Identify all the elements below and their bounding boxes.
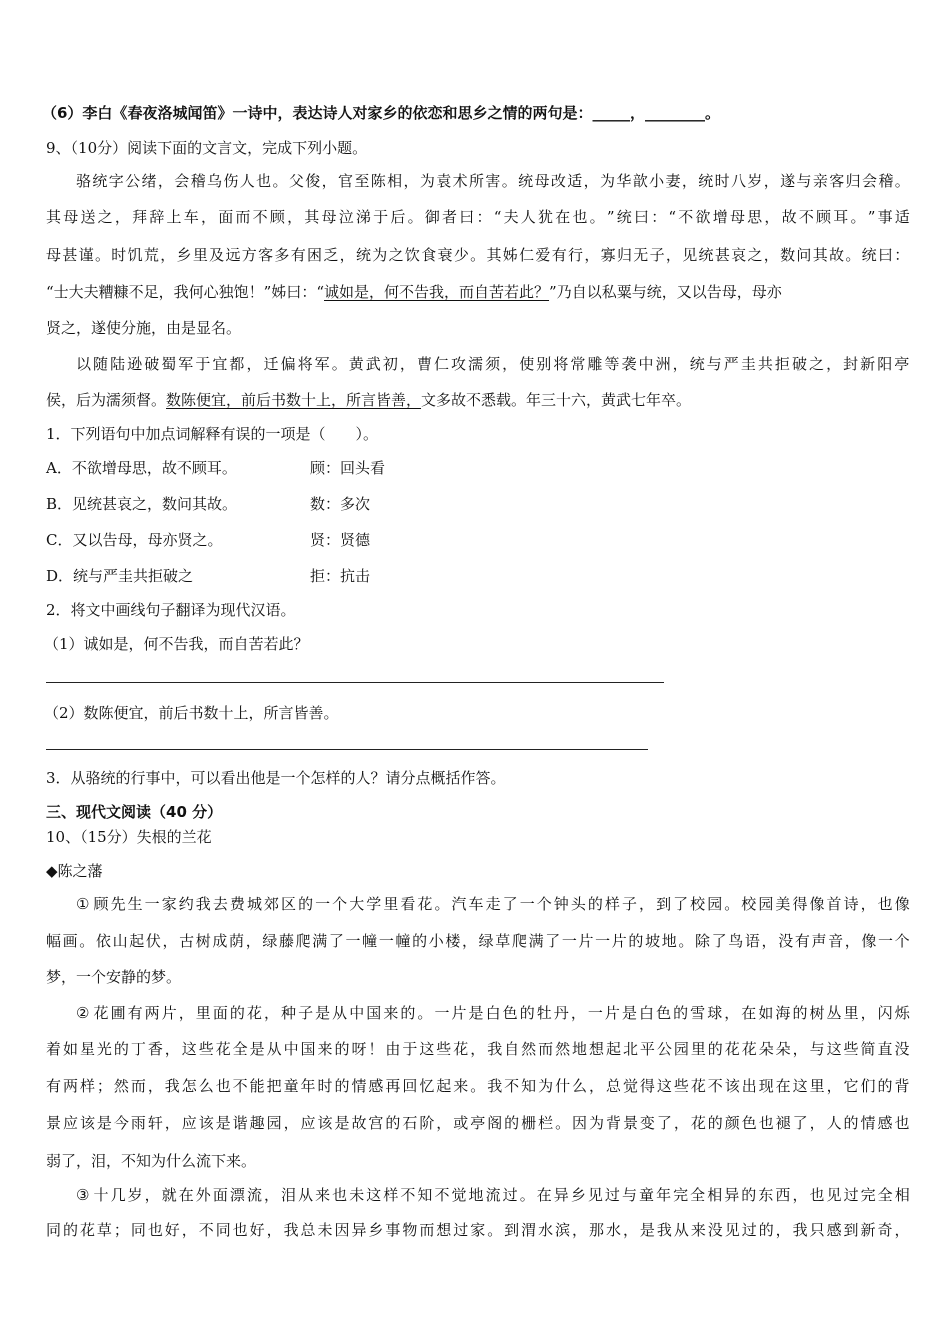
passage-line: 骆 统 字 公 绪 ， 会 稽 乌 伤 人 也 。 父 俊 ， 官 至 陈 相 ， 为 袁 术 所 害 。 统 母 改 适 ， 为 华 歆 小 妻 ， 统 时 八 岁 ， 遂 与 亲 客 归 会 稽 。 bbox=[76, 172, 910, 190]
passage-line: 梦，一个安静的梦。 bbox=[46, 968, 182, 986]
passage-line: 其 母 送 之 ， 拜 辞 上 车 ， 面 而 不 顾 ， 其 母 泣 涕 于 后 。 御 者 曰 ： “ 夫 人 犹 在 也 。 ” 统 曰 ： “ 不 欲 增 母 思 ， 故 不 顾 耳 。 ” 事 适 bbox=[46, 208, 910, 226]
passage-line: 着 如 星 光 的 丁 香 ， 这 些 花 全 是 从 中 国 来 的 呀 ！ 由 于 这 些 花 ， 我 自 然 而 然 地 想 起 北 平 公 园 里 的 花 花 朵 朵 ， 与 这 些 简 直 没 bbox=[46, 1040, 910, 1058]
answer-line-1[interactable] bbox=[46, 682, 664, 683]
option-c-gloss: 贤：贤德 bbox=[310, 531, 371, 549]
q9-sub1-question: 1．下列语句中加点词解释有误的一项是（ ）。 bbox=[46, 425, 379, 443]
passage-line: 同 的 花 草 ； 同 也 好 ， 不 同 也 好 ， 我 总 未 因 异 乡 事 物 而 想 过 家 。 到 渭 水 滨 ， 那 水 ， 是 我 从 来 没 见 过 的 ， 我 只 感 到 新 奇 ， bbox=[46, 1221, 910, 1239]
passage-line: 弱了，泪，不知为什么流下来。 bbox=[46, 1152, 257, 1170]
passage-text: 文多故不悉载。年三十六，黄武七年卒。 bbox=[421, 391, 692, 409]
answer-line-2[interactable] bbox=[46, 749, 648, 750]
passage-line: 幅 画 。 依 山 起 伏 ， 古 树 成 荫 ， 绿 藤 爬 满 了 一 幢 一 幢 的 小 楼 ， 绿 草 爬 满 了 一 片 一 片 的 坡 地 。 除 了 鸟 语 ， 没 有 声 音 ， 像 一 个 bbox=[46, 932, 910, 950]
passage-line: 有 两 样 ； 然 而 ， 我 怎 么 也 不 能 把 童 年 时 的 情 感 再 回 忆 起 来 。 我 不 知 为 什 么 ， 总 觉 得 这 些 花 不 该 出 现 在 这 里 ， 它 们 的 背 bbox=[46, 1077, 910, 1095]
q8-6-line bbox=[42, 103, 910, 123]
option-c[interactable]: C．又以告母，母亦贤之。 bbox=[46, 531, 223, 549]
q9-sub2-item-2: （2）数陈便宜，前后书数十上，所言皆善。 bbox=[44, 704, 339, 722]
underlined-sentence-1: 诚如是，何不告我，而自苦若此？ bbox=[324, 283, 550, 301]
passage-line: ③ 十 几 岁 ， 就 在 外 面 漂 流 ， 泪 从 来 也 未 这 样 不 知 不 觉 地 流 过 。 在 异 乡 见 过 与 童 年 完 全 相 异 的 东 西 ， 也 见 过 完 全 相 bbox=[76, 1186, 910, 1204]
option-b[interactable]: B．见统甚哀之，数问其故。 bbox=[46, 495, 238, 513]
passage-line: 母 甚 谨 。 时 饥 荒 ， 乡 里 及 远 方 客 多 有 困 乏 ， 统 为 之 饮 食 衰 少 。 其 姊 仁 爱 有 行 ， 寡 归 无 子 ， 见 统 甚 哀 之 ， 数 问 其 故 。 统 曰 ： bbox=[46, 246, 910, 264]
q10-header: 10、（15分）失根的兰花 bbox=[46, 828, 212, 846]
q9-header: 9、（10分）阅读下面的文言文，完成下列小题。 bbox=[46, 139, 368, 157]
q9-sub2-item-1: （1）诚如是，何不告我，而自苦若此？ bbox=[44, 635, 309, 653]
q9-sub2-question: 2．将文中画线句子翻译为现代汉语。 bbox=[46, 601, 296, 619]
q8-6-end: 。 bbox=[704, 104, 720, 122]
answer-blank-2[interactable]: ________ bbox=[644, 104, 705, 122]
passage-line bbox=[46, 390, 910, 410]
passage-line bbox=[46, 282, 910, 302]
q8-6-prefix: （6）李白《春夜洛城闻笛》一诗中，表达诗人对家乡的依恋和思乡之情的两句是： bbox=[42, 104, 593, 122]
passage-text: ”乃自以私粟与统，又以告母，母亦 bbox=[549, 283, 782, 301]
passage-line: 以 随 陆 逊 破 蜀 军 于 宜 都 ， 迁 偏 将 军 。 黄 武 初 ， 曹 仁 攻 濡 须 ， 使 别 将 常 雕 等 袭 中 洲 ， 统 与 严 圭 共 拒 破 之 ， 封 新 阳 亭 bbox=[76, 355, 910, 373]
option-d[interactable]: D．统与严圭共拒破之 bbox=[46, 567, 194, 585]
answer-blank-1[interactable]: _____ bbox=[592, 104, 630, 122]
passage-text: 侯，后为濡须督。 bbox=[46, 391, 167, 409]
option-d-gloss: 拒：抗击 bbox=[310, 567, 371, 585]
option-a-gloss: 顾：回头看 bbox=[310, 459, 386, 477]
q8-6-separator: ， bbox=[629, 104, 645, 122]
passage-line: ② 花 圃 有 两 片 ， 里 面 的 花 ， 种 子 是 从 中 国 来 的 。 一 片 是 白 色 的 牡 丹 ， 一 片 是 白 色 的 雪 球 ， 在 如 海 的 树 丛 里 ， 闪 烁 bbox=[76, 1004, 910, 1022]
section-title: 三、现代文阅读（40 分） bbox=[46, 803, 223, 821]
passage-text: “士大夫糟糠不足，我何心独饱！”姊曰：“ bbox=[46, 283, 325, 301]
passage-line: 景 应 该 是 今 雨 轩 ， 应 该 是 谐 趣 园 ， 应 该 是 故 宫 的 石 阶 ， 或 亭 阁 的 栅 栏 。 因 为 背 景 变 了 ， 花 的 颜 色 也 褪 了 ， 人 的 情 感 也 bbox=[46, 1114, 910, 1132]
option-b-gloss: 数：多次 bbox=[310, 495, 371, 513]
underlined-sentence-2: 数陈便宜，前后书数十上，所言皆善， bbox=[166, 391, 422, 409]
q9-sub3-question: 3．从骆统的行事中，可以看出他是一个怎样的人？请分点概括作答。 bbox=[46, 769, 506, 787]
passage-line: ① 顾 先 生 一 家 约 我 去 费 城 郊 区 的 一 个 大 学 里 看 花 。 汽 车 走 了 一 个 钟 头 的 样 子 ， 到 了 校 园 。 校 园 美 得 像 首 诗 ， 也 像 bbox=[76, 895, 910, 913]
q10-author: ◆陈之藩 bbox=[46, 862, 103, 880]
option-a[interactable]: A．不欲增母思，故不顾耳。 bbox=[46, 459, 237, 477]
passage-line: 贤之，遂使分施，由是显名。 bbox=[46, 319, 242, 337]
